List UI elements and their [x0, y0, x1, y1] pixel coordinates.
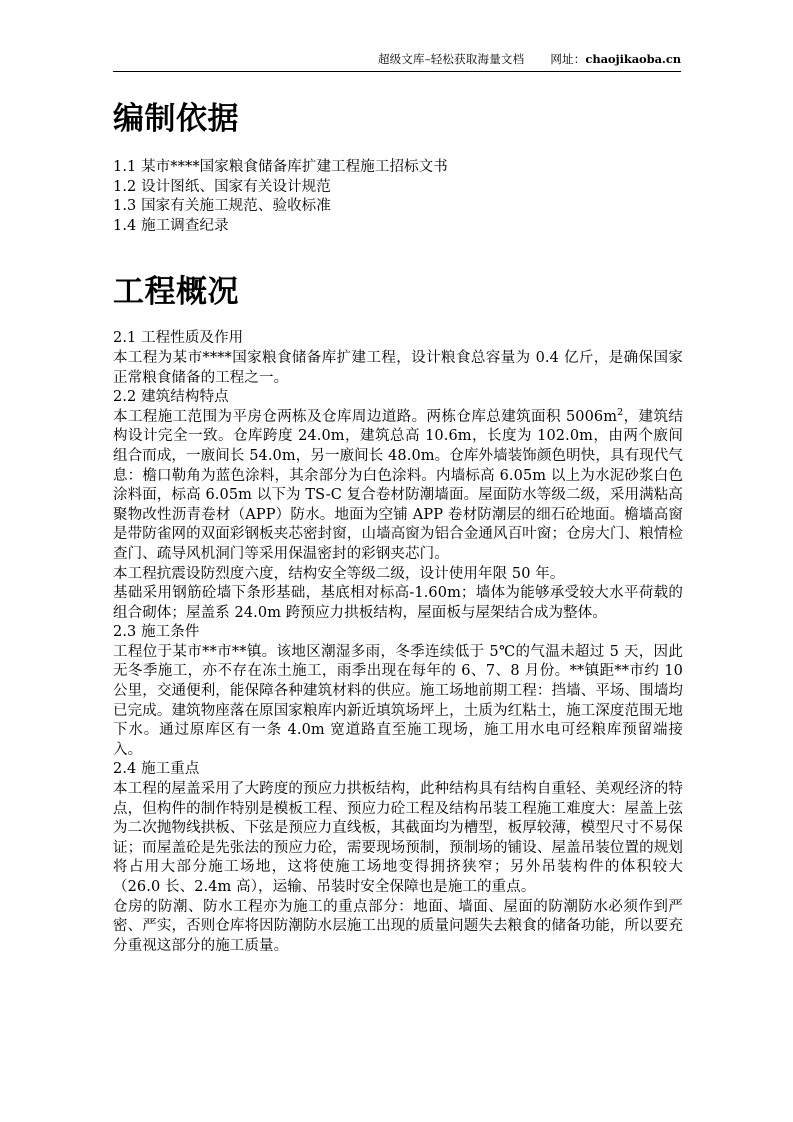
subsection-2-3-heading: 2.3 施工条件 — [113, 624, 200, 641]
page-header-text — [113, 52, 681, 67]
section-1-list — [113, 158, 683, 236]
section-2-block — [113, 271, 683, 313]
section-1-block — [113, 98, 683, 140]
header-url: chaojikaoba.cn — [585, 52, 681, 66]
subsection-2-3-paragraph-1: 工程位于某市**市**镇。该地区潮湿多雨，冬季连续低于 5℃的气温未超过 5 天，因此无冬季施工，亦不存在冻土施工，雨季出现在每年的 6、7、8 月份。**镇距**市约 10 公里，交通便利，能保障各种建筑材料的供应。施工场地前期工程：挡墙、平场、围墙均已完成。建筑物座落在原国家粮库内新近填筑场坪上，土质为红粘土，施工深度范围无地下水。通过原库区有一条 4.0m 宽道路直至施工现场，施工用水电可经粮库预留端接入。 — [113, 643, 683, 758]
header-url-label: 网址： — [550, 52, 586, 66]
header-divider — [113, 71, 681, 72]
section-1-item-3: 1.3 国家有关施工规范、验收标准 — [113, 198, 331, 215]
subsection-2-2-paragraph-2: 本工程抗震设防烈度六度，结构安全等级二级，设计使用年限 50 年。 — [113, 565, 565, 582]
section-1-title: 编制依据 — [113, 101, 239, 137]
subsection-2-4-paragraph-1: 本工程的屋盖采用了大跨度的预应力拱板结构，此种结构具有结构自重轻、美观经济的特点，但构件的制作特别是模板工程、预应力砼工程及结构吊装工程施工难度大：屋盖上弦为二次抛物线拱板、下弦是预应力直线板，其截面均为槽型，板厚较薄，模型尺寸不易保证；而屋盖砼是先张法的预应力砼，需要现场预制，预制场的铺设、屋盖吊装位置的规划将占用大部分施工场地，这将使施工场地变得拥挤狭窄；另外吊装构件的体积较大（26.0 长、2.4m 高），运输、吊装时安全保障也是施工的重点。 — [113, 781, 683, 895]
section-1-item-2: 1.2 设计图纸、国家有关设计规范 — [113, 178, 331, 195]
subsection-2-4 — [113, 760, 683, 956]
subsection-2-4-heading: 2.4 施工重点 — [113, 761, 200, 778]
subsection-2-2-paragraph-1: 本工程施工范围为平房仓两栋及仓库周边道路。两栋仓库总建筑面积 $5006m^2$，建筑结构设计完全一致。仓库跨度 24.0m，建筑总高 10.6m，长度为 102.0m，由两个廒间组合而成，一廒间长 54.0m，另一廒间长 48.0m。仓库外墙装饰颜色明快，具有现代气息：檐口勒角为蓝色涂料，其余部分为白色涂料。内墙标高 6.05m 以上为水泥砂浆白色涂料面，标高 6.05m 以下为 TS-C 复合卷材防潮墙面。屋面防水等级二级，采用满粘高聚物改性沥青卷材（APP）防水。地面为空铺 APP 卷材防潮层的细石砼地面。檐墙高窗是带防雀网的双面彩钢板夹芯密封窗，山墙高窗为铝合金通风百叶窗；仓房大门、粮情检查门、疏导风机洞门等采用保温密封的彩钢夹芯门。 — [113, 406, 684, 562]
section-1-item-1: 1.1 某市****国家粮食储备库扩建工程施工招标文书 — [113, 159, 448, 175]
subsection-2-3 — [113, 623, 683, 760]
subsection-2-2 — [113, 388, 683, 623]
subsection-2-1 — [113, 329, 683, 388]
section-1-item-4: 1.4 施工调查纪录 — [113, 217, 229, 234]
document-body — [113, 90, 683, 956]
subsection-2-4-paragraph-2: 仓房的防潮、防水工程亦为施工的重点部分：地面、墙面、屋面的防潮防水必须作到严密、严实，否则仓库将因防潮防水层施工出现的质量问题失去粮食的储备功能，所以要充分重视这部分的施工质量。 — [113, 898, 683, 954]
subsection-2-1-paragraph-1: 本工程为某市****国家粮食储备库扩建工程，设计粮食总容量为 0.4 亿斤，是确保国家正常粮食储备的工程之一。 — [113, 349, 683, 386]
page-header — [113, 52, 681, 72]
subsection-2-2-paragraph-3: 基础采用钢筋砼墙下条形基础，基底相对标高-1.60m；墙体为能够承受较大水平荷载的组合砌体；屋盖系 24.0m 跨预应力拱板结构，屋面板与屋架结合成为整体。 — [113, 585, 683, 621]
section-2-title: 工程概况 — [113, 274, 239, 311]
header-site-name: 超级文库–轻松获取海量文档 — [377, 52, 525, 66]
subsection-2-1-heading: 2.1 工程性质及作用 — [113, 330, 244, 347]
subsection-2-2-heading: 2.2 建筑结构特点 — [113, 389, 229, 406]
